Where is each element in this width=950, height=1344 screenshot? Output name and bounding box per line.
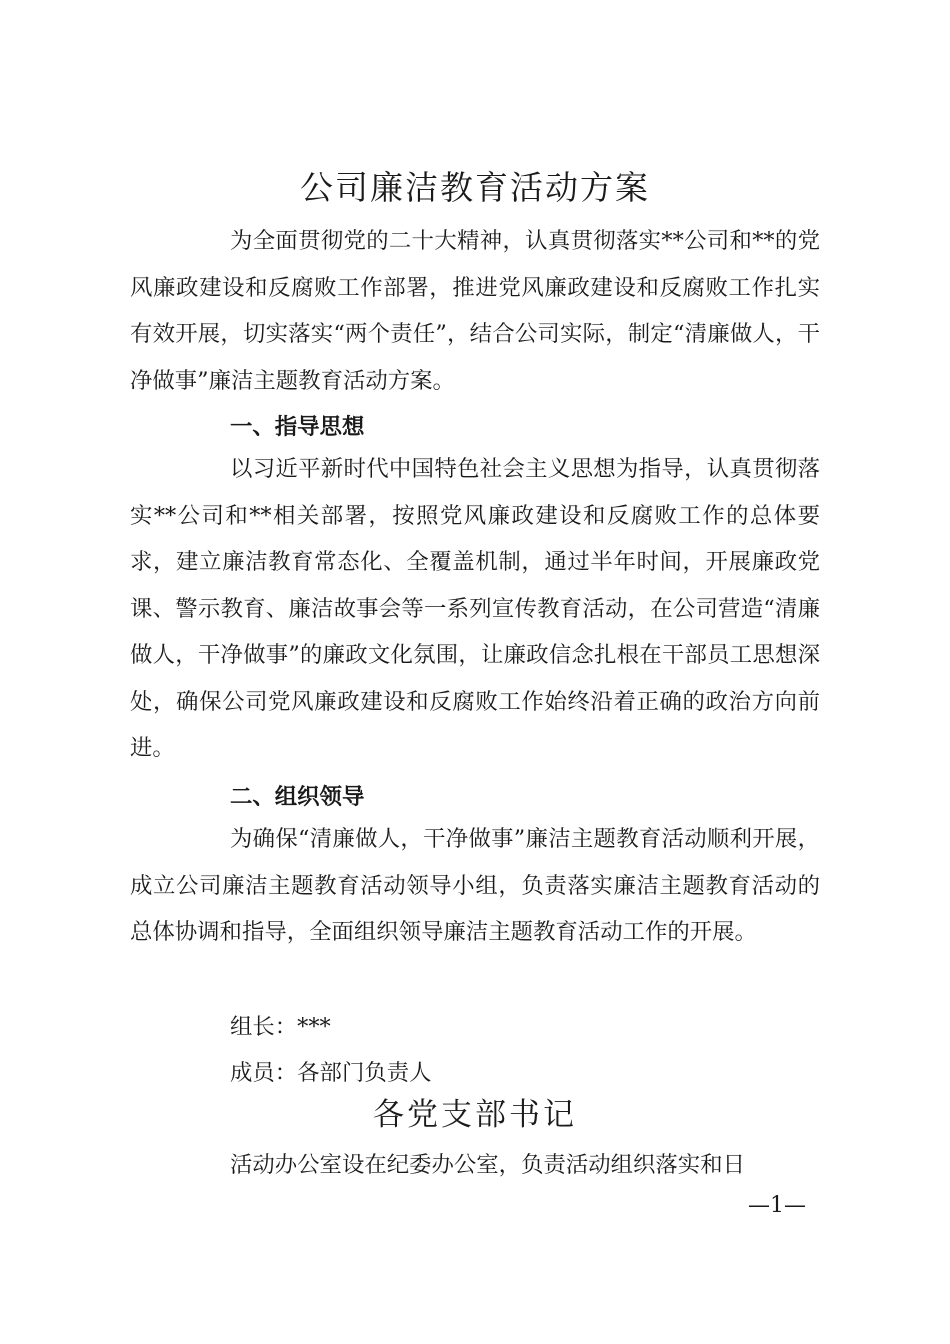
section-body-guiding-ideology: 以习近平新时代中国特色社会主义思想为指导，认真贯彻落实**公司和**相关部署，按照党风廉政建设和反腐败工作的总体要求，建立廉洁教育常态化、全覆盖机制，通过半年时间，开展廉政党课、警示教育、廉洁故事会等一系列宣传教育活动，在公司营造“清廉做人，干净做事”的廉政文化氛围，让廉政信念扎根在干部员工思想深处，确保公司党风廉政建设和反腐败工作始终沿着正确的政治方向前进。 bbox=[130, 456, 820, 761]
intro-paragraph: 为全面贯彻党的二十大精神，认真贯彻落实**公司和**的党风廉政建设和反腐败工作部署，推进党风廉政建设和反腐败工作扎实有效开展，切实落实“两个责任”，结合公司实际，制定“清廉做人，干净做事”廉洁主题教育活动方案。 bbox=[130, 228, 820, 394]
members-line: 成员：各部门负责人 bbox=[230, 1060, 432, 1086]
section-heading-guiding-ideology: 一、指导思想 bbox=[230, 414, 365, 440]
members-continued: 各党支部书记 bbox=[373, 1097, 577, 1133]
document-title: 公司廉洁教育活动方案 bbox=[300, 168, 650, 207]
office-line: 活动办公室设在纪委办公室，负责活动组织落实和日 bbox=[230, 1152, 745, 1178]
page-number: —1— bbox=[748, 1193, 806, 1218]
section-heading-organization: 二、组织领导 bbox=[230, 784, 365, 810]
leader-line: 组长：*** bbox=[230, 1014, 331, 1040]
section-body-organization: 为确保“清廉做人，干净做事”廉洁主题教育活动顺利开展，成立公司廉洁主题教育活动领导小组，负责落实廉洁主题教育活动的总体协调和指导，全面组织领导廉洁主题教育活动工作的开展。 bbox=[130, 826, 820, 945]
